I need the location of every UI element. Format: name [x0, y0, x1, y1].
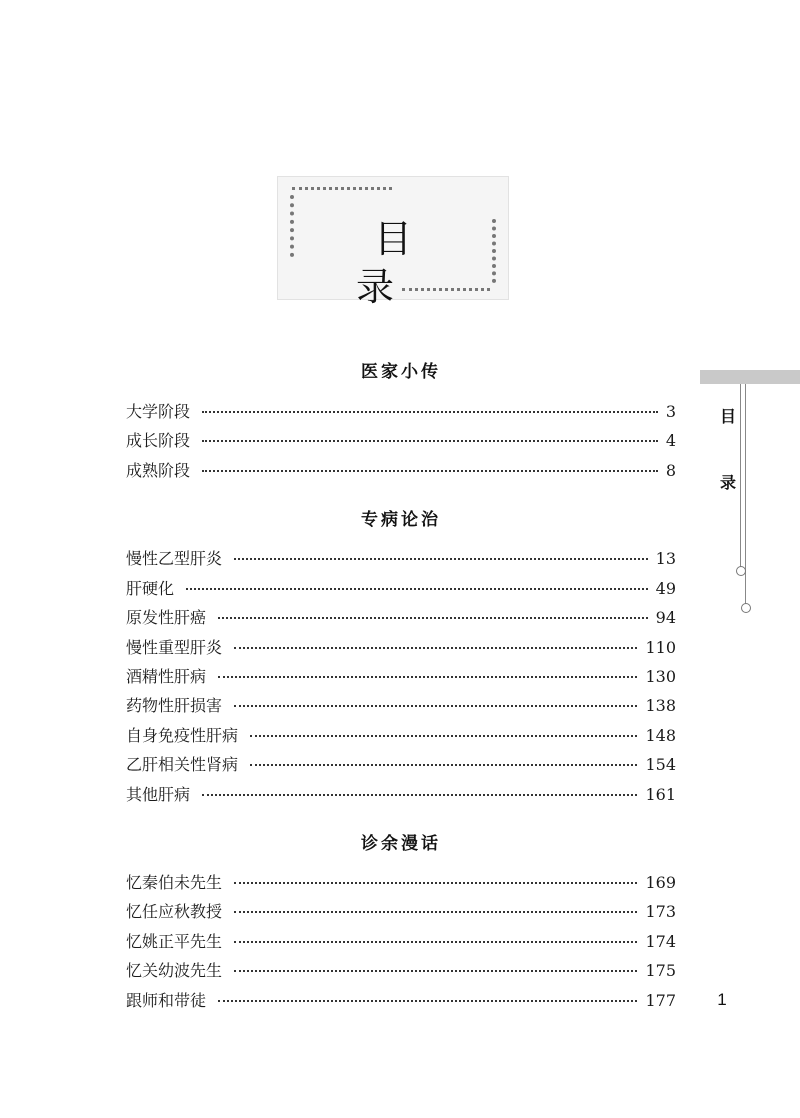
page-number: 1 [717, 990, 727, 1009]
toc-entry-page: 173 [645, 902, 676, 921]
side-tab-bar [700, 370, 800, 384]
toc-entry-label: 成熟阶段 [126, 461, 191, 480]
dot-leader [202, 411, 658, 413]
toc-entry-page: 3 [665, 402, 676, 421]
toc-entry-label: 忆姚正平先生 [126, 932, 223, 951]
toc-entry[interactable] [126, 725, 676, 747]
toc-entry-label: 原发性肝癌 [126, 608, 207, 627]
side-tab-char: 目 [719, 407, 736, 426]
toc-entry-label: 忆秦伯未先生 [126, 873, 223, 892]
toc-entry[interactable] [126, 401, 676, 423]
toc-entry-label: 自身免疫性肝病 [126, 726, 239, 745]
toc-entry[interactable] [126, 754, 676, 776]
decorative-dots-top [292, 187, 392, 190]
dot-leader [218, 617, 648, 619]
toc-entry-page: 49 [655, 579, 676, 598]
toc-entry-page: 94 [655, 608, 676, 627]
side-tab-circle [736, 566, 746, 576]
toc-entry-label: 忆任应秋教授 [126, 902, 223, 921]
toc-entry-page: 175 [645, 961, 676, 980]
toc-entry-label: 成长阶段 [126, 431, 191, 450]
side-tab-line [740, 384, 741, 570]
toc-entry-page: 138 [645, 696, 676, 715]
toc-entry-page: 161 [645, 785, 676, 804]
dot-leader [234, 970, 637, 972]
toc-entry-label: 慢性乙型肝炎 [126, 549, 223, 568]
dot-leader [202, 470, 658, 472]
toc-entry[interactable] [126, 901, 676, 923]
page-title: 目 录 [355, 217, 448, 309]
toc-entry-label: 药物性肝损害 [126, 696, 223, 715]
toc-entry[interactable] [126, 578, 676, 600]
toc-entry-label: 大学阶段 [126, 402, 191, 421]
dot-leader [250, 735, 637, 737]
toc-entry-label: 慢性重型肝炎 [126, 638, 223, 657]
toc-entry[interactable] [126, 960, 676, 982]
dot-leader [234, 647, 637, 649]
toc-entry-page: 8 [665, 461, 676, 480]
toc-entry[interactable] [126, 990, 676, 1012]
dot-leader [218, 1000, 637, 1002]
toc-entry-page: 110 [645, 638, 676, 657]
toc-entry[interactable] [126, 548, 676, 570]
dot-leader [234, 882, 637, 884]
dot-leader [234, 911, 637, 913]
toc-entry-label: 其他肝病 [126, 785, 191, 804]
toc-entry-page: 169 [645, 873, 676, 892]
toc-entry-page: 13 [655, 549, 676, 568]
toc-entry-page: 4 [665, 431, 676, 450]
toc-entry-page: 174 [645, 932, 676, 951]
toc-entry[interactable] [126, 607, 676, 629]
toc-entry-label: 乙肝相关性肾病 [126, 755, 239, 774]
dot-leader [202, 440, 658, 442]
toc-entry[interactable] [126, 872, 676, 894]
dot-leader [250, 764, 637, 766]
toc-entry-page: 154 [645, 755, 676, 774]
toc-entry[interactable] [126, 666, 676, 688]
section-heading: 诊余漫话 [361, 834, 441, 854]
toc-entry[interactable] [126, 460, 676, 482]
dot-leader [186, 588, 648, 590]
toc-entry[interactable] [126, 784, 676, 806]
side-tab-circle [741, 603, 751, 613]
dot-leader [234, 558, 648, 560]
dot-leader [202, 794, 637, 796]
toc-entry-page: 177 [645, 991, 676, 1010]
dot-leader [234, 705, 637, 707]
title-box [277, 176, 509, 309]
toc-entry[interactable] [126, 637, 676, 659]
toc-entry-label: 忆关幼波先生 [126, 961, 223, 980]
toc-entry-label: 跟师和带徒 [126, 991, 207, 1010]
toc-entry[interactable] [126, 931, 676, 953]
section-heading: 专病论治 [361, 510, 441, 530]
toc-entry-page: 130 [645, 667, 676, 686]
toc-entry[interactable] [126, 430, 676, 452]
toc-entry-page: 148 [645, 726, 676, 745]
side-tab-char: 录 [719, 473, 736, 492]
section-heading: 医家小传 [361, 362, 441, 382]
toc-entry[interactable] [126, 695, 676, 717]
dot-leader [218, 676, 637, 678]
toc-entry-label: 肝硬化 [126, 579, 175, 598]
dot-leader [234, 941, 637, 943]
toc-entry-label: 酒精性肝病 [126, 667, 207, 686]
